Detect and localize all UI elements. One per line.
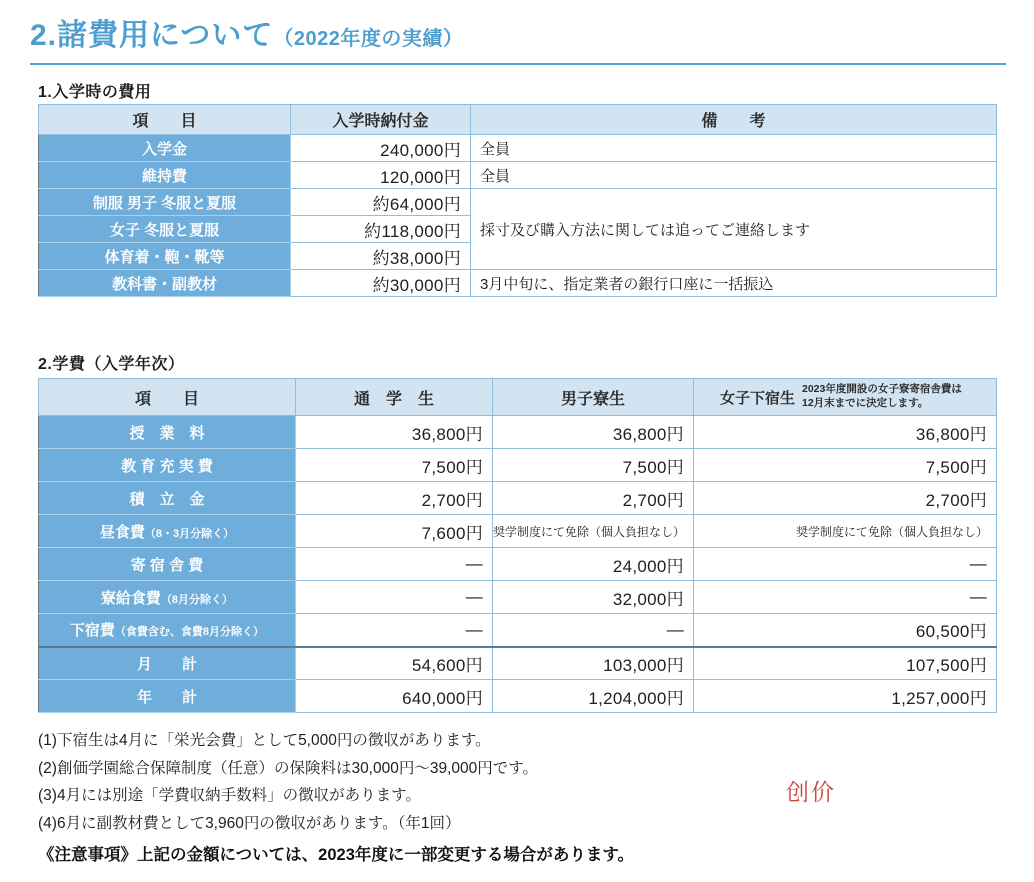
male-boarder-amount: 32,000円 — [493, 581, 694, 614]
row-label: 入学金 — [39, 135, 291, 162]
table-row-yearly-total — [39, 680, 997, 713]
row-label-text: 月 計 — [136, 655, 197, 673]
female-lodger-exemption-note: 奨学制度にて免除（個人負担なし） — [694, 515, 997, 548]
section2-heading: 2.学費（入学年次） — [38, 356, 185, 373]
row-amount: 120,000円 — [291, 162, 471, 189]
female-lodger-label: 女子下宿生 — [719, 389, 795, 407]
row-amount: 約118,000円 — [291, 216, 471, 243]
row-label — [39, 416, 296, 449]
row-label-text: 年 計 — [136, 688, 197, 706]
table-row-maintenance-fee — [39, 162, 997, 189]
row-amount: 約30,000円 — [291, 270, 471, 297]
footnotes — [38, 727, 538, 837]
commuter-amount: 54,600円 — [296, 647, 493, 680]
table-row-lodging-fee — [39, 614, 997, 647]
female-lodger-amount: 7,500円 — [694, 449, 997, 482]
table-row-monthly-total — [39, 647, 997, 680]
table-row-education-enhancement — [39, 449, 997, 482]
footnote-1: (1)下宿生は4月に「栄光会費」として5,000円の徴収があります。 — [38, 732, 491, 749]
row-label-text: 教 育 充 実 費 — [121, 457, 213, 475]
page-title-main: 2.諸費用について — [30, 19, 274, 52]
female-lodger-amount: 2,700円 — [694, 482, 997, 515]
table-row-dormitory-fee — [39, 548, 997, 581]
row-label-text: 積 立 金 — [129, 490, 205, 508]
row-label-text: 寮給食費 — [100, 589, 161, 607]
footnote-3: (3)4月には別途「学費収納手数料」の徴収があります。 — [38, 787, 421, 804]
male-boarder-amount: 2,700円 — [493, 482, 694, 515]
tuition-table-wrap — [38, 378, 997, 713]
row-label-sub: （食費含む、食費8月分除く） — [114, 626, 265, 639]
row-label — [39, 548, 296, 581]
male-boarder-amount: — — [493, 614, 694, 647]
row-label — [39, 449, 296, 482]
row-label — [39, 680, 296, 713]
row-amount: 約38,000円 — [291, 243, 471, 270]
table-row-textbooks — [39, 270, 997, 297]
table-row-tuition — [39, 416, 997, 449]
footnote-4: (4)6月に副教材費として3,960円の徴収があります。（年1回） — [38, 814, 461, 832]
footnote-2: (2)創価学園総合保障制度（任意）の保険料は30,000円～39,000円です。 — [38, 759, 539, 777]
row-label: 体育着・鞄・靴等 — [39, 243, 291, 270]
male-boarder-amount: 1,204,000円 — [493, 680, 694, 713]
female-lodger-amount: 60,500円 — [694, 614, 997, 647]
male-boarder-amount: 103,000円 — [493, 647, 694, 680]
section1-heading: 1.入学時の費用 — [38, 84, 152, 101]
row-label — [39, 581, 296, 614]
entrance-fees-table — [38, 104, 997, 297]
female-dorm-note: 2023年度開設の女子寮寄宿舎費は12月末までに決定します。 — [802, 383, 962, 409]
table-row-admission-fee — [39, 135, 997, 162]
row-remark: 全員 — [471, 135, 997, 162]
row-label-sub: （8・3月分除く） — [144, 527, 235, 540]
row-label: 制服 男子 冬服と夏服 — [39, 189, 291, 216]
male-boarder-amount: 24,000円 — [493, 548, 694, 581]
male-boarder-amount: 36,800円 — [493, 416, 694, 449]
row-label: 維持費 — [39, 162, 291, 189]
row-label — [39, 515, 296, 548]
tuition-table — [38, 378, 997, 713]
row-label-text: 寄 宿 舎 費 — [130, 556, 204, 574]
table-row-lunch-fee — [39, 515, 997, 548]
column-header-remarks: 備 考 — [471, 105, 997, 135]
page-title — [30, 10, 1006, 65]
female-lodger-amount: — — [694, 581, 997, 614]
female-lodger-amount: 1,257,000円 — [694, 680, 997, 713]
tuition-header-row — [39, 379, 997, 416]
female-lodger-amount: 36,800円 — [694, 416, 997, 449]
row-label — [39, 647, 296, 680]
row-label-text: 下宿費 — [69, 622, 115, 640]
red-watermark-text: 创价 — [786, 779, 836, 805]
male-boarder-exemption-note: 奨学制度にて免除（個人負担なし） — [493, 515, 694, 548]
commuter-amount: 7,600円 — [296, 515, 493, 548]
female-lodger-amount: 107,500円 — [694, 647, 997, 680]
row-label — [39, 482, 296, 515]
table-row-uniform-male — [39, 189, 997, 216]
row-label-text: 昼食費 — [99, 523, 145, 541]
caution-note: 《注意事項》上記の金額については、2023年度に一部変更する場合があります。 — [38, 846, 635, 864]
table-row-savings — [39, 482, 997, 515]
commuter-amount: 36,800円 — [296, 416, 493, 449]
row-label: 女子 冬服と夏服 — [39, 216, 291, 243]
merged-remark-uniform: 採寸及び購入方法に関しては追ってご連絡します — [471, 189, 997, 270]
column-header-commuter: 通 学 生 — [296, 379, 493, 416]
commuter-amount: — — [296, 581, 493, 614]
male-boarder-amount: 7,500円 — [493, 449, 694, 482]
page-title-sub: （2022年度の実績） — [273, 28, 464, 50]
commuter-amount: — — [296, 548, 493, 581]
row-label-sub: （8月分除く） — [160, 593, 234, 606]
entrance-header-row — [39, 105, 997, 135]
commuter-amount: — — [296, 614, 493, 647]
row-label — [39, 614, 296, 647]
entrance-fees-table-wrap — [38, 104, 997, 297]
commuter-amount: 640,000円 — [296, 680, 493, 713]
row-amount: 約64,000円 — [291, 189, 471, 216]
commuter-amount: 2,700円 — [296, 482, 493, 515]
column-header-entrance-payment: 入学時納付金 — [291, 105, 471, 135]
column-header-male-boarder: 男子寮生 — [493, 379, 694, 416]
row-label: 教科書・副教材 — [39, 270, 291, 297]
female-lodger-amount: — — [694, 548, 997, 581]
column-header-item: 項 目 — [39, 105, 291, 135]
row-remark: 全員 — [471, 162, 997, 189]
row-amount: 240,000円 — [291, 135, 471, 162]
table-row-dorm-meal-fee — [39, 581, 997, 614]
column-header-item: 項 目 — [39, 379, 296, 416]
row-label-text: 授 業 料 — [129, 424, 205, 442]
commuter-amount: 7,500円 — [296, 449, 493, 482]
row-remark: 3月中旬に、指定業者の銀行口座に一括振込 — [471, 270, 997, 297]
column-header-female-lodger — [694, 379, 997, 416]
female-lodger-header-content — [694, 383, 996, 410]
